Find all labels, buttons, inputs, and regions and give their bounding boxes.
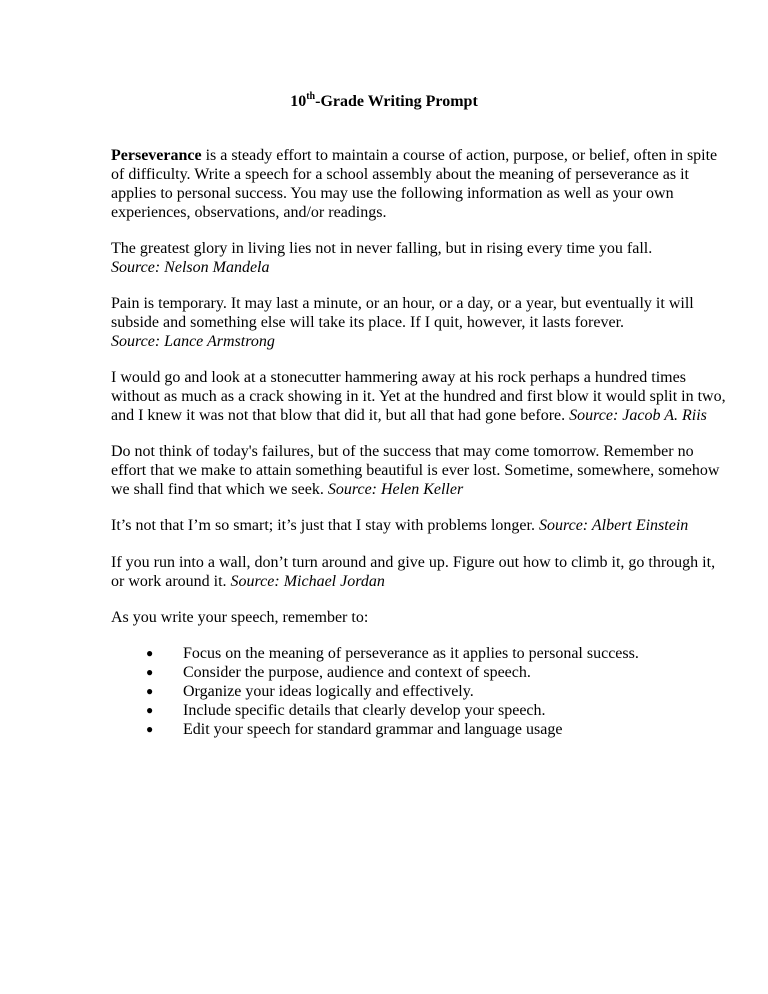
- bullet-text: Consider the purpose, audience and context of speech.: [183, 664, 531, 681]
- bullet-text: Focus on the meaning of perseverance as it applies to personal success.: [183, 645, 639, 662]
- quote-line: [111, 313, 694, 332]
- quote-line: [111, 442, 719, 461]
- bullet-icon: ●: [146, 665, 154, 679]
- quote-source: Source: Albert Einstein: [538, 517, 689, 534]
- quote-line: [111, 461, 719, 480]
- quote-paragraph: [111, 239, 652, 277]
- quote-text: subside and something else will take its place. If I quit, however, it lasts forever.: [111, 314, 625, 331]
- page-title: [0, 92, 768, 111]
- intro-line: applies to personal success. You may use the following information as well as your own: [111, 185, 674, 202]
- quote-paragraph: [111, 553, 715, 591]
- intro-line: is a steady effort to maintain a course of action, purpose, or belief, often in spite: [201, 147, 718, 164]
- quote-line: [111, 387, 726, 406]
- quote-paragraph: [111, 516, 688, 535]
- bullet-text: Organize your ideas logically and effectively.: [183, 683, 474, 700]
- term-bold: Perseverance: [111, 147, 202, 164]
- bullet-text: Include specific details that clearly develop your speech.: [183, 702, 546, 719]
- quote-text: and I knew it was not that blow that did it, but all that had gone before.: [111, 407, 570, 424]
- quote-text: Do not think of today's failures, but of the success that may come tomorrow. Remember no: [111, 443, 694, 460]
- quote-text: effort that we make to attain something beautiful is ever lost. Sometime, somewhere, somehow: [111, 462, 720, 479]
- intro-paragraph: [111, 146, 717, 222]
- quote-text: we shall find that which we seek.: [111, 481, 328, 498]
- quote-line: [111, 368, 726, 387]
- quote-source: Source: Nelson Mandela: [111, 259, 270, 276]
- quote-line: [111, 406, 726, 425]
- quote-source: Source: Lance Armstrong: [111, 333, 275, 350]
- quote-text: or work around it.: [111, 573, 231, 590]
- title-number: 10: [290, 93, 307, 110]
- quote-line: [111, 294, 694, 313]
- quote-line: [111, 516, 688, 535]
- quote-line: [111, 553, 715, 572]
- quote-text: without as much as a crack showing in it. Yet at the hundred and first blow it would split in two,: [111, 388, 726, 405]
- quote-text: It’s not that I’m so smart; it’s just that I stay with problems longer.: [111, 517, 539, 534]
- quote-text: Pain is temporary. It may last a minute, or an hour, or a day, or a year, but eventually it will: [111, 295, 694, 312]
- bullet-item: [146, 644, 639, 663]
- quote-line: [111, 332, 694, 351]
- quote-paragraph: [111, 294, 694, 351]
- bullet-list: [146, 644, 639, 739]
- quote-source: Source: Michael Jordan: [230, 573, 385, 590]
- quote-source: Source: Helen Keller: [327, 481, 464, 498]
- quote-text: I would go and look at a stonecutter hammering away at his rock perhaps a hundred times: [111, 369, 686, 386]
- bullet-icon: ●: [146, 684, 154, 698]
- quote-source: Source: Jacob A. Riis: [569, 407, 707, 424]
- bullet-icon: ●: [146, 703, 154, 717]
- intro-line: of difficulty. Write a speech for a school assembly about the meaning of perseverance as it: [111, 166, 689, 183]
- intro-line: experiences, observations, and/or readings.: [111, 204, 387, 221]
- bullet-item: [146, 701, 639, 720]
- quote-line: [111, 480, 719, 499]
- quote-line: [111, 239, 652, 258]
- reminder-text: As you write your speech, remember to:: [111, 609, 369, 626]
- quote-text: If you run into a wall, don’t turn around and give up. Figure out how to climb it, go through it,: [111, 554, 716, 571]
- quote-text: The greatest glory in living lies not in never falling, but in rising every time you fall.: [111, 240, 653, 257]
- bullet-text: Edit your speech for standard grammar and language usage: [183, 721, 563, 738]
- bullet-item: [146, 663, 639, 682]
- bullet-item: [146, 720, 639, 739]
- bullet-icon: ●: [146, 646, 154, 660]
- title-text: -Grade Writing Prompt: [315, 93, 478, 110]
- quote-paragraph: [111, 442, 719, 499]
- bullet-item: [146, 682, 639, 701]
- quote-line: [111, 258, 652, 277]
- bullet-icon: ●: [146, 722, 154, 736]
- quote-line: [111, 572, 715, 591]
- title-superscript: th: [306, 91, 316, 102]
- quote-paragraph: [111, 368, 726, 425]
